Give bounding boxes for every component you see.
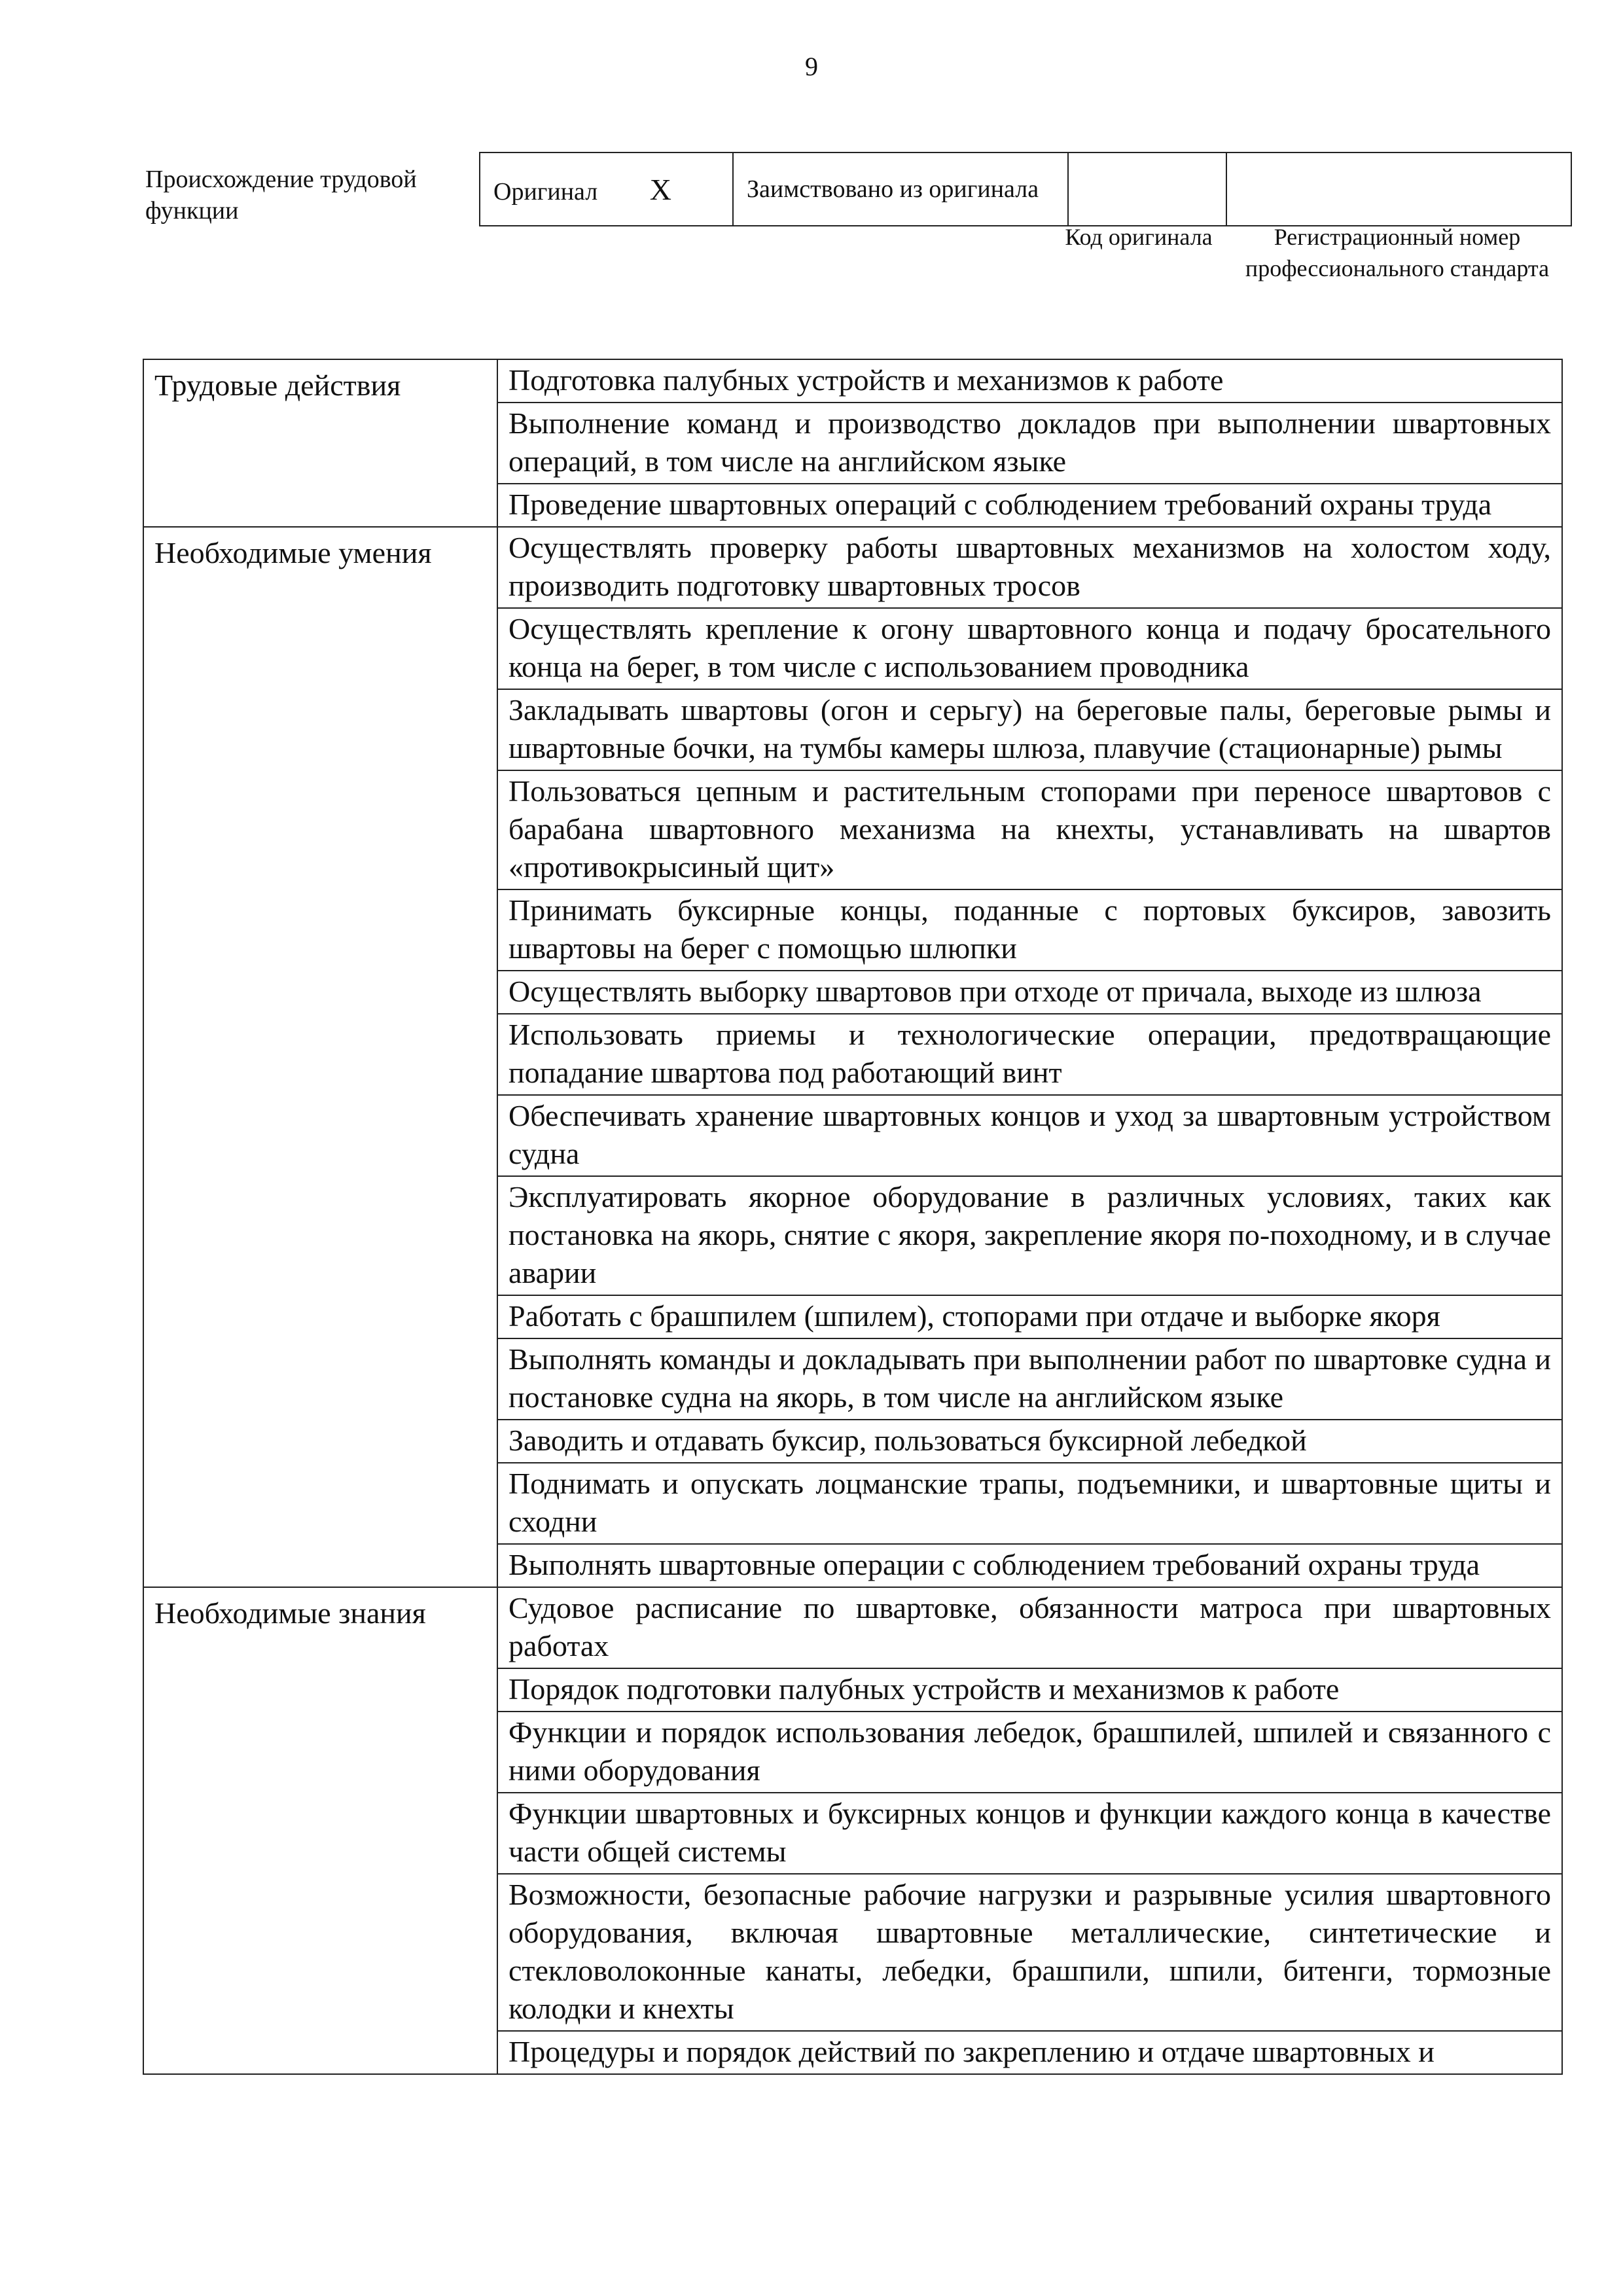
section-item: Выполнение команд и производство докладов при выполнении швартовных операций, в том числе на английском языке <box>497 403 1562 484</box>
origin-reg-number-cell <box>1226 152 1571 226</box>
section-item: Процедуры и порядок действий по закреплению и отдаче швартовных и <box>497 2031 1562 2074</box>
origin-original-mark: X <box>649 172 671 206</box>
section-item: Поднимать и опускать лоцманские трапы, подъемники, и швартовные щиты и сходни <box>497 1463 1562 1544</box>
page-number: 9 <box>805 52 818 81</box>
section-item: Возможности, безопасные рабочие нагрузки и разрывные усилия швартовного оборудования, включая швартовные металлические, синтетические и стекловолоконные канаты, лебедки, брашпили, шпили, битенги, тормозные колодки и кнехты <box>497 1874 1562 2031</box>
origin-label: Происхождение трудовой функции <box>145 166 417 224</box>
caption-code-original: Код оригинала <box>1065 224 1213 250</box>
section-item: Обеспечивать хранение швартовных концов и уход за швартовным устройством судна <box>497 1095 1562 1176</box>
section-item: Порядок подготовки палубных устройств и механизмов к работе <box>497 1668 1562 1712</box>
origin-original-label: Оригинал <box>493 177 598 206</box>
section-title: Трудовые действия <box>143 359 497 527</box>
section-item: Пользоваться цепным и растительным стопорами при переносе швартовов с барабана швартовного механизма на кнехты, устанавливать на швартов «противокрысиный щит» <box>497 770 1562 889</box>
section-item: Проведение швартовных операций с соблюдением требований охраны труда <box>497 484 1562 527</box>
section-item: Выполнять швартовные операции с соблюдением требований охраны труда <box>497 1544 1562 1587</box>
table-row <box>143 359 1562 403</box>
origin-code-cell <box>1068 152 1226 226</box>
section-item: Использовать приемы и технологические операции, предотвращающие попадание швартова под работающий винт <box>497 1014 1562 1095</box>
section-item: Осуществлять выборку швартовов при отходе от причала, выходе из шлюза <box>497 971 1562 1014</box>
section-item: Закладывать швартовы (огон и серьгу) на береговые палы, береговые рымы и швартовные бочки, на тумбы камеры шлюза, плавучие (стационарные) рымы <box>497 689 1562 770</box>
table-row <box>143 1587 1562 1668</box>
section-title: Необходимые умения <box>143 527 497 1587</box>
section-item: Заводить и отдавать буксир, пользоваться буксирной лебедкой <box>497 1420 1562 1463</box>
section-item: Выполнять команды и докладывать при выполнении работ по швартовке судна и постановке судна на якорь, в том числе на английском языке <box>497 1338 1562 1420</box>
caption-reg-number: Регистрационный номер профессионального стандарта <box>1245 224 1550 281</box>
section-item: Судовое расписание по швартовке, обязанности матроса при швартовных работах <box>497 1587 1562 1668</box>
section-item: Эксплуатировать якорное оборудование в различных условиях, таких как постановка на якорь, снятие с якоря, закрепление якоря по-походному, и в случае аварии <box>497 1176 1562 1295</box>
origin-table <box>479 152 1572 226</box>
section-item: Принимать буксирные концы, поданные с портовых буксиров, завозить швартовы на берег с помощью шлюпки <box>497 889 1562 971</box>
table-row <box>143 527 1562 608</box>
origin-borrowed-cell: Заимствовано из оригинала <box>733 152 1068 226</box>
section-title: Необходимые знания <box>143 1587 497 2074</box>
origin-original-cell <box>480 152 733 226</box>
section-item: Работать с брашпилем (шпилем), стопорами при отдаче и выборке якоря <box>497 1295 1562 1338</box>
section-item: Функции швартовных и буксирных концов и функции каждого конца в качестве части общей системы <box>497 1793 1562 1874</box>
section-item: Осуществлять проверку работы швартовных механизмов на холостом ходу, производить подготовку швартовных тросов <box>497 527 1562 608</box>
labor-function-table <box>143 359 1563 2075</box>
section-item: Осуществлять крепление к огону швартовного конца и подачу бросательного конца на берег, в том числе с использованием проводника <box>497 608 1562 689</box>
section-item: Функции и порядок использования лебедок, брашпилей, шпилей и связанного с ними оборудования <box>497 1712 1562 1793</box>
section-item: Подготовка палубных устройств и механизмов к работе <box>497 359 1562 403</box>
